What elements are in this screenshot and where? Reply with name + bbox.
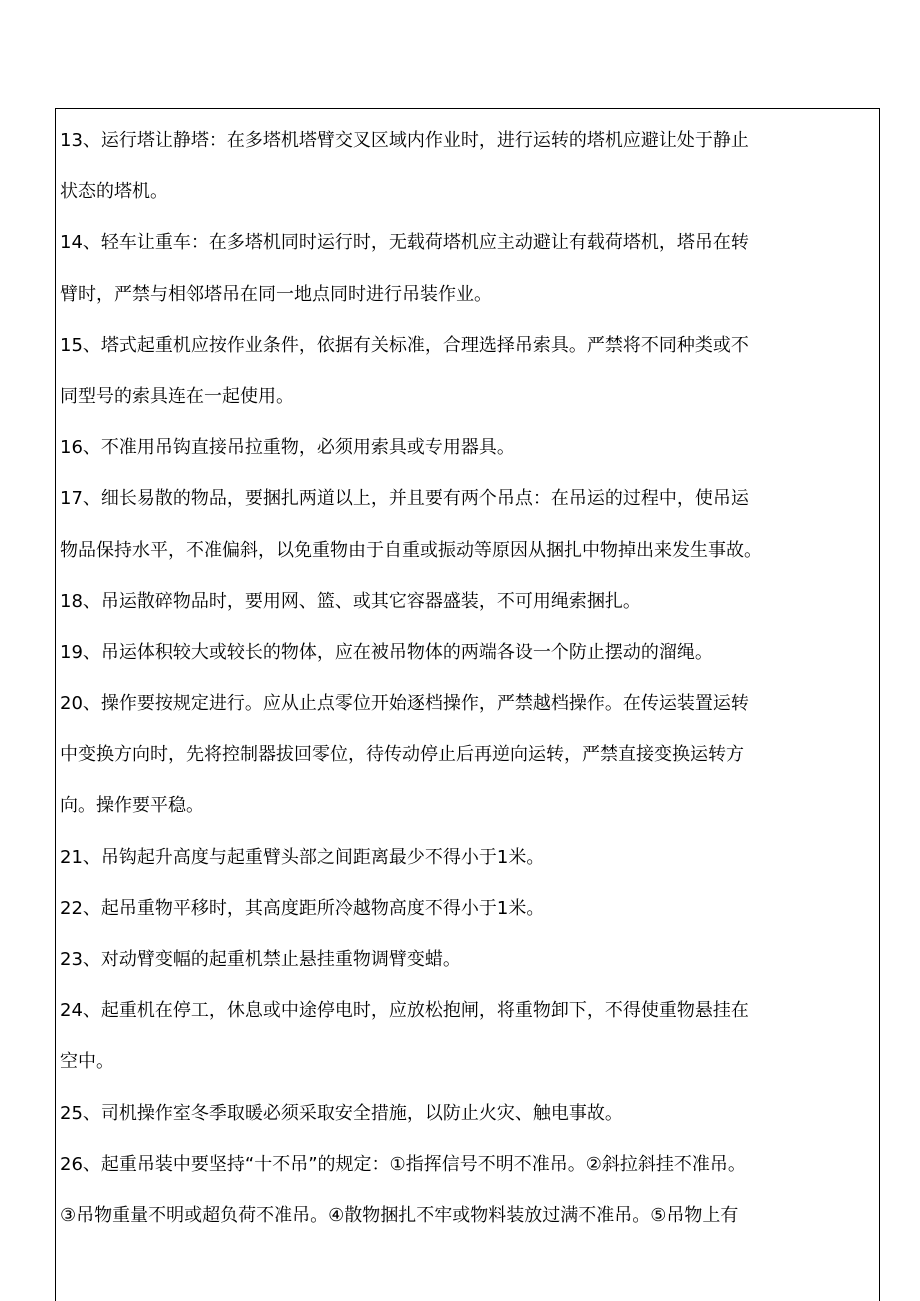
text-line: 空中。	[60, 1051, 114, 1073]
text-line: 21、吊钩起升高度与起重臂头部之间距离最少不得小于1米。	[60, 846, 545, 868]
text-line: 17、细长易散的物品，要捆扎两道以上，并且要有两个吊点：在吊运的过程中，使吊运	[60, 488, 749, 510]
text-line: 20、操作要按规定进行。应从止点零位开始逐档操作，严禁越档操作。在传运装置运转	[60, 693, 749, 715]
text-line: 24、起重机在停工，休息或中途停电时，应放松抱闸，将重物卸下，不得使重物悬挂在	[60, 1000, 749, 1022]
text-line: 中变换方向时，先将控制器拔回零位，待传动停止后再逆向运转，严禁直接变换运转方	[60, 744, 744, 766]
text-line: 向。操作要平稳。	[60, 795, 204, 817]
text-line: 13、运行塔让静塔：在多塔机塔臂交叉区域内作业时，进行运转的塔机应避让处于静止	[60, 130, 749, 151]
text-line: 14、轻车让重车：在多塔机同时运行时，无载荷塔机应主动避让有载荷塔机，塔吊在转	[60, 232, 749, 254]
text-line: 16、不准用吊钩直接吊拉重物，必须用索具或专用器具。	[60, 437, 515, 459]
text-line: 26、起重吊装中要坚持“十不吊”的规定：①指挥信号不明不准吊。②斜拉斜挂不准吊。	[60, 1153, 746, 1175]
text-line: 同型号的索具连在一起使用。	[60, 385, 294, 407]
text-line: 23、对动臂变幅的起重机禁止悬挂重物调臂变蜡。	[60, 949, 461, 970]
text-line: 25、司机操作室冬季取暖必须采取安全措施，以防止火灾、触电事故。	[60, 1102, 623, 1124]
text-line: 臂时，严禁与相邻塔吊在同一地点同时进行吊装作业。	[60, 283, 492, 305]
text-line: 状态的塔机。	[60, 181, 168, 203]
text-line: 19、吊运体积较大或较长的物体，应在被吊物体的两端各设一个防止摆动的溜绳。	[60, 641, 713, 663]
text-line: ③吊物重量不明或超负荷不准吊。④散物捆扎不牢或物料装放过满不准吊。⑤吊物上有	[60, 1204, 739, 1226]
text-line: 15、塔式起重机应按作业条件，依据有关标准，合理选择吊索具。严禁将不同种类或不	[60, 334, 749, 356]
text-line: 18、吊运散碎物品时，要用网、篮、或其它容器盛装，不可用绳索捆扎。	[60, 590, 641, 612]
document-body	[60, 115, 880, 1241]
text-line: 22、起吊重物平移时，其高度距所冷越物高度不得小于1米。	[60, 897, 545, 919]
text-line: 物品保持水平，不准偏斜，以免重物由于自重或振动等原因从捆扎中物掉出来发生事故。	[60, 539, 762, 561]
